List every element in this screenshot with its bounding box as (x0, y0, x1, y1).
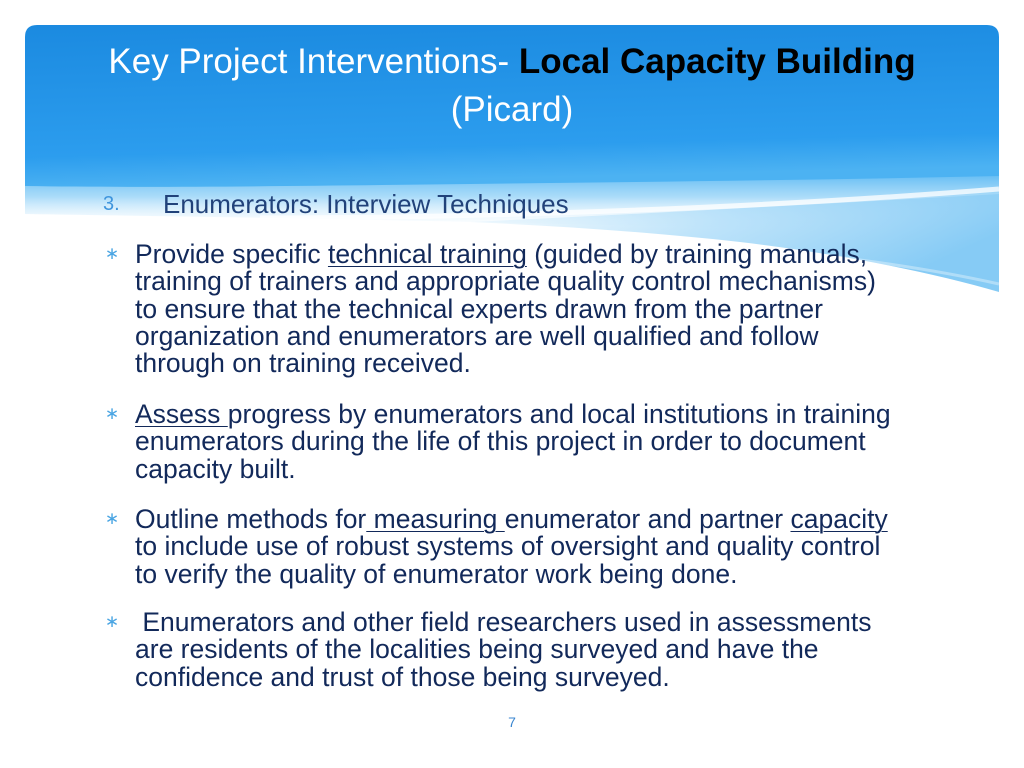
bullet-line (135, 609, 1024, 636)
bullet-item (0, 401, 1024, 483)
section-heading: Enumerators: Interview Techniques (163, 189, 569, 219)
bullet-line (135, 320, 1024, 351)
bullet-line (135, 636, 1024, 663)
bullet-text: capacity built. (135, 453, 296, 484)
section-heading-row (0, 190, 1024, 218)
bullet-text: progress by enumerators and local institutions in training (227, 399, 891, 429)
underlined-text: Assess (135, 399, 228, 429)
bullet-line (135, 453, 1024, 484)
asterisk-bullet-icon (104, 401, 120, 428)
bullet-line (135, 241, 1024, 268)
bullet-line (135, 661, 1024, 692)
title-line-1 (0, 38, 1024, 86)
asterisk-bullet-icon (104, 241, 120, 268)
asterisk-bullet-icon (104, 506, 120, 533)
bullet-text: Provide specific (135, 239, 328, 269)
bullet-text: Outline methods for (135, 504, 367, 534)
asterisk-bullet-icon (104, 609, 120, 636)
title-line-2: (Picard) (450, 90, 574, 129)
bullet-text: confidence and trust of those being surveyed. (135, 661, 670, 692)
bullet-text: enumerators during the life of this project in order to document (135, 426, 866, 457)
bullet-text: Enumerators and other field researchers used in assessments (135, 607, 872, 637)
bullet-text: training of trainers and appropriate quality control mechanisms) (135, 266, 876, 297)
underlined-text: capacity (790, 504, 888, 534)
bullet-line (135, 506, 1024, 533)
bullet-item (0, 609, 1024, 691)
bullet-text: to ensure that the technical experts drawn from the partner (135, 293, 823, 324)
bullet-text: (guided by training manuals, (526, 239, 868, 269)
underlined-text: technical training (327, 239, 527, 269)
title-text: Key Project Interventions- (108, 42, 519, 81)
bullet-text: through on training received. (135, 348, 471, 379)
page-number: 7 (508, 714, 516, 730)
bullet-line (135, 428, 1024, 455)
slide-title (0, 38, 1024, 134)
bullet-text: enumerator and partner (504, 504, 791, 534)
bullet-item (0, 506, 1024, 588)
bullet-text: organization and enumerators are well qualified and follow (135, 320, 819, 351)
bullet-line (135, 533, 1024, 560)
bullet-text: to include use of robust systems of oversight and quality control (135, 531, 881, 562)
section-number: 3. (103, 193, 120, 215)
bullet-line (135, 293, 1024, 324)
bullet-text: are residents of the localities being surveyed and have the (135, 634, 819, 665)
bullet-item (0, 241, 1024, 377)
title-emphasis: Local Capacity Building (518, 42, 916, 81)
bullet-line (135, 558, 1024, 589)
bullet-line (135, 401, 1024, 428)
bullet-text: to verify the quality of enumerator work being done. (135, 558, 738, 589)
underlined-text: measuring (366, 504, 505, 534)
bullet-line (135, 350, 1024, 377)
bullet-line (135, 268, 1024, 295)
